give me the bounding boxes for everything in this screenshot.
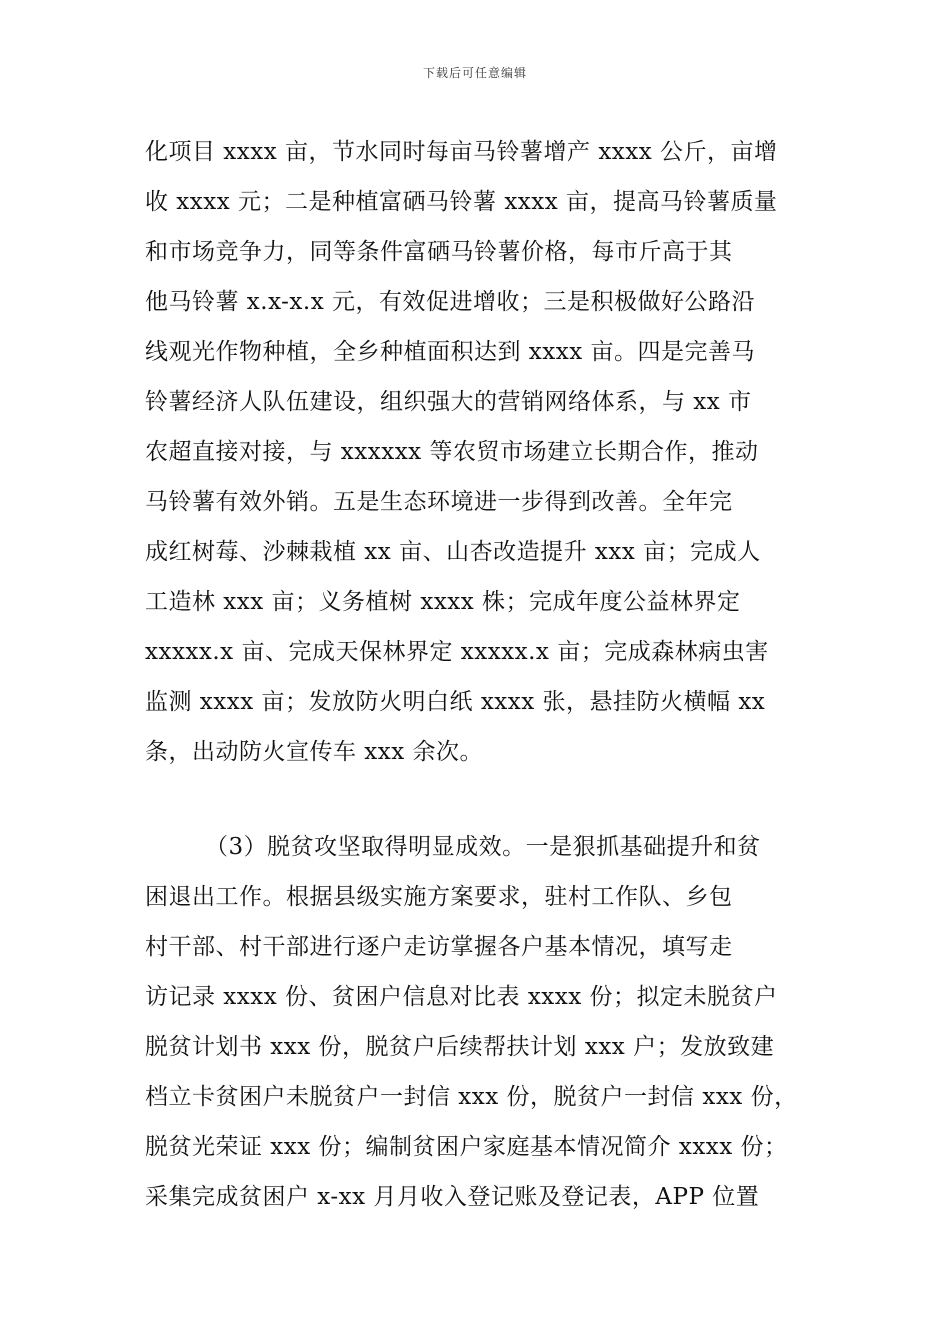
text-line: 他马铃薯 x.x-x.x 元，有效促进增收；三是积极做好公路沿 (145, 289, 755, 315)
text-line: 马铃薯有效外销。五是生态环境进一步得到改善。全年完 (145, 489, 733, 515)
text-line: 工造林 xxx 亩；义务植树 xxxx 株；完成年度公益林界定 (145, 589, 741, 615)
text-line: 条，出动防火宣传车 xxx 余次。 (145, 739, 484, 765)
text-line: 线观光作物种植，全乡种植面积达到 xxxx 亩。四是完善马 (145, 339, 756, 365)
text-line: 档立卡贫困户未脱贫户一封信 xxx 份，脱贫户一封信 xxx 份， (145, 1084, 798, 1110)
text-line-indented: （3）脱贫攻坚取得明显成效。一是狠抓基础提升和贫 (205, 834, 761, 860)
paragraph-2 (145, 822, 810, 1222)
text-line: 化项目 xxxx 亩，节水同时每亩马铃薯增产 xxxx 公斤，亩增 (145, 139, 778, 165)
text-line: 农超直接对接，与 xxxxxx 等农贸市场建立长期合作，推动 (145, 439, 759, 465)
text-line: 脱贫计划书 xxx 份，脱贫户后续帮扶计划 xxx 户；发放致建 (145, 1034, 775, 1060)
paragraph-1 (145, 127, 810, 777)
text-line: 成红树莓、沙棘栽植 xx 亩、山杏改造提升 xxx 亩；完成人 (145, 539, 761, 565)
text-line: 访记录 xxxx 份、贫困户信息对比表 xxxx 份；拟定未脱贫户 (145, 984, 778, 1010)
text-line: 脱贫光荣证 xxx 份；编制贫困户家庭基本情况简介 xxxx 份； (145, 1134, 788, 1160)
text-line: xxxxx.x 亩、完成天保林界定 xxxxx.x 亩；完成森林病虫害 (145, 639, 769, 665)
text-line: 和市场竞争力，同等条件富硒马铃薯价格，每市斤高于其 (145, 239, 733, 265)
text-line: 采集完成贫困户 x-xx 月月收入登记账及登记表，APP 位置 (145, 1184, 760, 1210)
text-line: 困退出工作。根据县级实施方案要求，驻村工作队、乡包 (145, 884, 733, 910)
text-line: 收 xxxx 元；二是种植富硒马铃薯 xxxx 亩，提高马铃薯质量 (145, 189, 778, 215)
page-header: 下载后可任意编辑 (422, 66, 527, 80)
text-line: 村干部、村干部进行逐户走访掌握各户基本情况，填写走 (145, 934, 733, 960)
text-line: 铃薯经济人队伍建设，组织强大的营销网络体系，与 xx 市 (145, 389, 752, 415)
text-line: 监测 xxxx 亩；发放防火明白纸 xxxx 张，悬挂防火横幅 xx (145, 689, 766, 715)
